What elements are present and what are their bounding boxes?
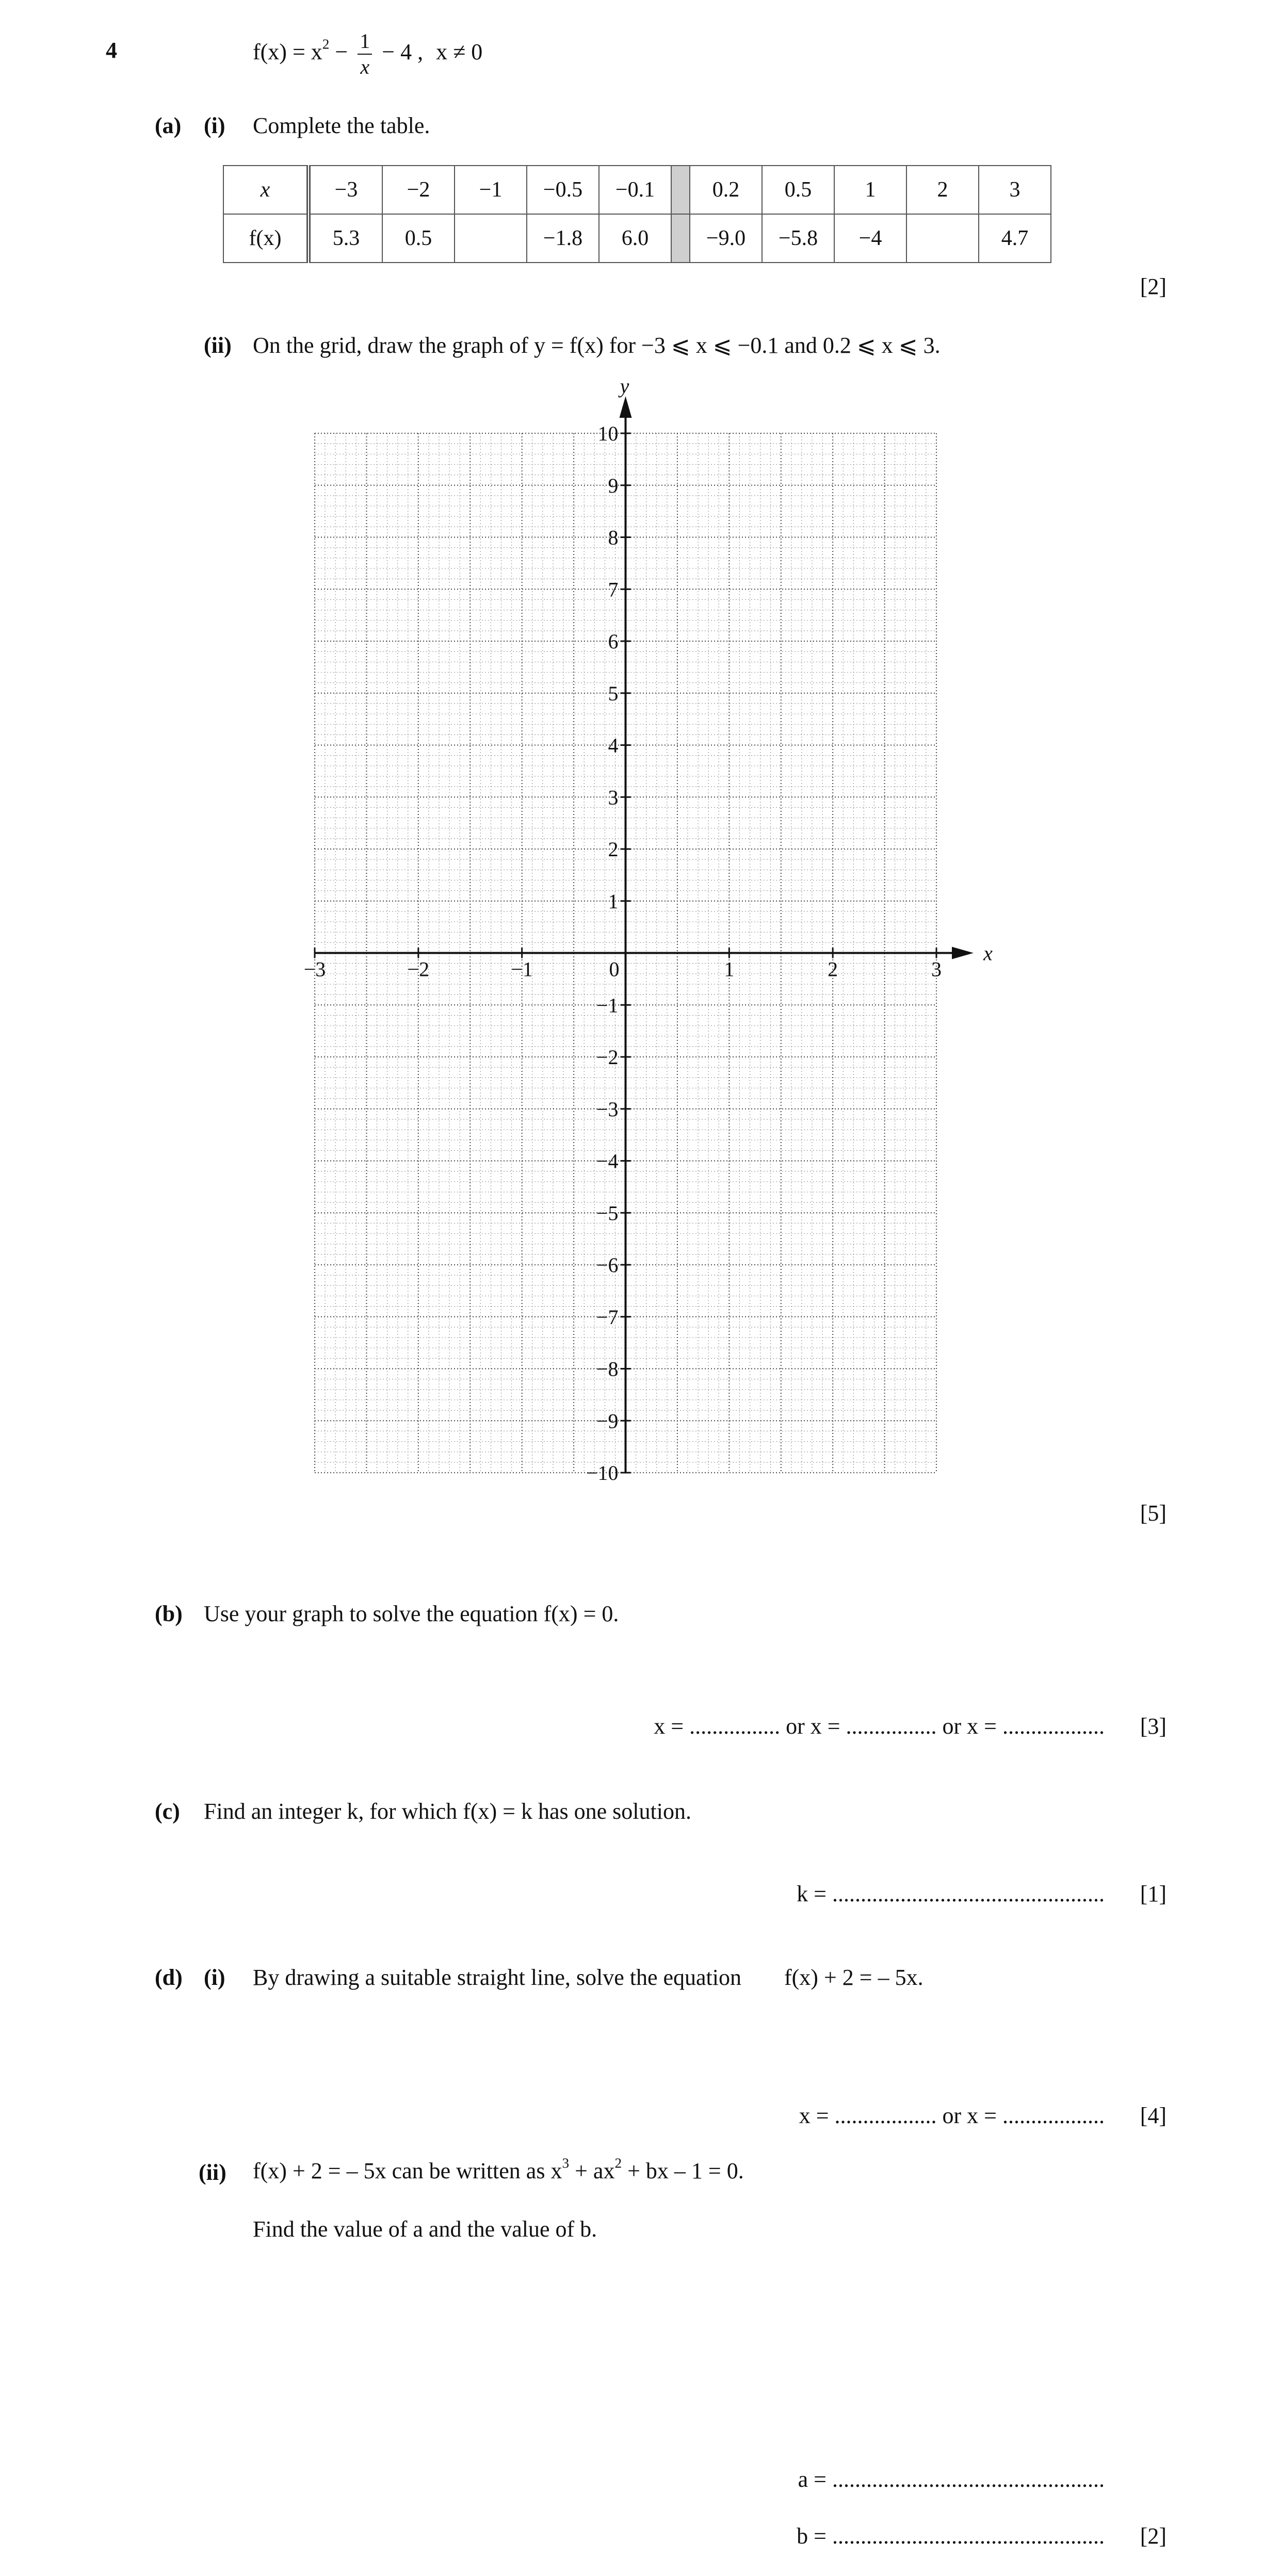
part-c-label: (c) bbox=[155, 1799, 180, 1824]
x-tick-label: −1 bbox=[511, 957, 533, 981]
part-d-ii-instruction: Find the value of a and the value of b. bbox=[253, 2216, 597, 2242]
y-tick-label: 3 bbox=[608, 786, 619, 809]
y-tick-label: −2 bbox=[596, 1046, 619, 1069]
y-tick-label: −3 bbox=[596, 1097, 619, 1121]
y-tick-label: 7 bbox=[608, 578, 619, 601]
part-d-i-label: (i) bbox=[204, 1965, 225, 1990]
table-cell-x: −0.5 bbox=[527, 166, 599, 214]
part-d-ii-text bbox=[253, 2156, 744, 2186]
table-cell-x: −1 bbox=[455, 166, 527, 214]
part-d-i-answer[interactable]: x = .................. or x = .................. bbox=[799, 2103, 1105, 2128]
table-cell-x: −0.1 bbox=[599, 166, 671, 214]
y-tick-label: 9 bbox=[608, 474, 619, 497]
y-axis-label: y bbox=[620, 374, 629, 398]
part-b-answer[interactable]: x = ................ or x = ................ or x = .................. bbox=[654, 1714, 1105, 1739]
fraction-numerator: 1 bbox=[358, 31, 372, 55]
y-tick-label: 2 bbox=[608, 838, 619, 861]
marks-a-i: [2] bbox=[1140, 274, 1166, 299]
part-d-ii-text-c: + bx – 1 = 0. bbox=[622, 2158, 744, 2183]
x-tick-label: 3 bbox=[931, 957, 942, 981]
y-tick-label: 6 bbox=[608, 630, 619, 653]
x-tick-label: 2 bbox=[828, 957, 838, 981]
function-minus: − bbox=[335, 39, 348, 65]
part-d-label: (d) bbox=[155, 1965, 183, 1990]
part-d-ii-exp1: 3 bbox=[562, 2155, 570, 2171]
part-d-ii-text-b: + ax bbox=[569, 2158, 615, 2183]
part-d-ii-answer-b[interactable]: b = ................................................ bbox=[797, 2523, 1105, 2549]
y-tick-label: 1 bbox=[608, 889, 619, 913]
table-header-x: x bbox=[223, 166, 309, 214]
fraction-denominator: x bbox=[360, 55, 370, 78]
table-cell-fx: −5.8 bbox=[762, 214, 834, 263]
y-tick-label: −4 bbox=[596, 1149, 619, 1173]
y-tick-label: −8 bbox=[596, 1357, 619, 1381]
part-d-ii-exp2: 2 bbox=[614, 2155, 622, 2171]
function-exponent: 2 bbox=[322, 36, 330, 52]
x-tick-label: −3 bbox=[303, 957, 326, 981]
table-header-fx: f(x) bbox=[223, 214, 309, 263]
part-a-ii-label: (ii) bbox=[204, 333, 232, 358]
function-lhs: f(x) = x bbox=[253, 39, 322, 65]
part-d-ii-answer-a[interactable]: a = ................................................ bbox=[798, 2467, 1105, 2492]
x-axis-arrow-icon bbox=[952, 947, 974, 959]
part-a-ii-instruction: On the grid, draw the graph of y = f(x) for −3 ⩽ x ⩽ −0.1 and 0.2 ⩽ x ⩽ 3. bbox=[253, 333, 941, 358]
question-number: 4 bbox=[106, 38, 117, 63]
y-tick-label: −9 bbox=[596, 1409, 619, 1433]
table-cell-x: 0.5 bbox=[762, 166, 834, 214]
part-a-label: (a) bbox=[155, 113, 182, 138]
part-d-i-text: By drawing a suitable straight line, solve the equation bbox=[253, 1965, 742, 1990]
function-rest: − 4 , bbox=[382, 39, 424, 65]
x-tick-label: 0 bbox=[609, 957, 620, 981]
part-d-ii-label: (ii) bbox=[199, 2160, 226, 2185]
y-tick-label: −6 bbox=[596, 1253, 619, 1277]
table-cell-x: −2 bbox=[382, 166, 455, 214]
y-tick-label: 10 bbox=[597, 422, 619, 445]
marks-b: [3] bbox=[1140, 1714, 1166, 1739]
y-tick-label: −1 bbox=[596, 993, 619, 1017]
marks-d-ii: [2] bbox=[1140, 2523, 1166, 2549]
part-c-text: Find an integer k, for which f(x) = k has one solution. bbox=[204, 1799, 691, 1824]
part-c-answer[interactable]: k = ................................................ bbox=[797, 1881, 1105, 1906]
x-tick-label: −2 bbox=[407, 957, 430, 981]
marks-a-ii: [5] bbox=[1140, 1501, 1166, 1526]
table-cell-fx: −1.8 bbox=[527, 214, 599, 263]
table-cell-fx: 5.3 bbox=[309, 214, 382, 263]
y-tick-label: 5 bbox=[608, 681, 619, 705]
table-cell-fx: −9.0 bbox=[690, 214, 762, 263]
part-d-i-equation: f(x) + 2 = – 5x. bbox=[784, 1965, 923, 1990]
part-a-i-instruction: Complete the table. bbox=[253, 113, 430, 138]
table-cell-x: 3 bbox=[979, 166, 1051, 214]
x-tick-label: 1 bbox=[724, 957, 735, 981]
table-cell-x: 0.2 bbox=[690, 166, 762, 214]
table-cell-fx: 6.0 bbox=[599, 214, 671, 263]
part-b-label: (b) bbox=[155, 1601, 183, 1626]
table-cell-x: 2 bbox=[906, 166, 979, 214]
table-cell-x: −3 bbox=[309, 166, 382, 214]
marks-d-i: [4] bbox=[1140, 2103, 1166, 2128]
part-b-text: Use your graph to solve the equation f(x) = 0. bbox=[204, 1601, 619, 1626]
part-a-i-label: (i) bbox=[204, 113, 225, 138]
y-tick-label: −5 bbox=[596, 1201, 619, 1225]
function-condition: x ≠ 0 bbox=[436, 39, 483, 65]
table-cell-x: 1 bbox=[834, 166, 906, 214]
part-d-ii-text-a: f(x) + 2 = – 5x can be written as x bbox=[253, 2158, 562, 2183]
marks-c: [1] bbox=[1140, 1881, 1166, 1906]
y-tick-label: −10 bbox=[586, 1461, 619, 1485]
x-axis-label: x bbox=[983, 941, 993, 965]
table-cell-fx: 0.5 bbox=[382, 214, 455, 263]
y-tick-label: 4 bbox=[608, 733, 619, 757]
y-tick-label: 8 bbox=[608, 526, 619, 549]
table-cell-fx: 4.7 bbox=[979, 214, 1051, 263]
table-cell-fx: −4 bbox=[834, 214, 906, 263]
y-axis-arrow-icon bbox=[620, 396, 632, 418]
y-tick-label: −7 bbox=[596, 1305, 619, 1329]
